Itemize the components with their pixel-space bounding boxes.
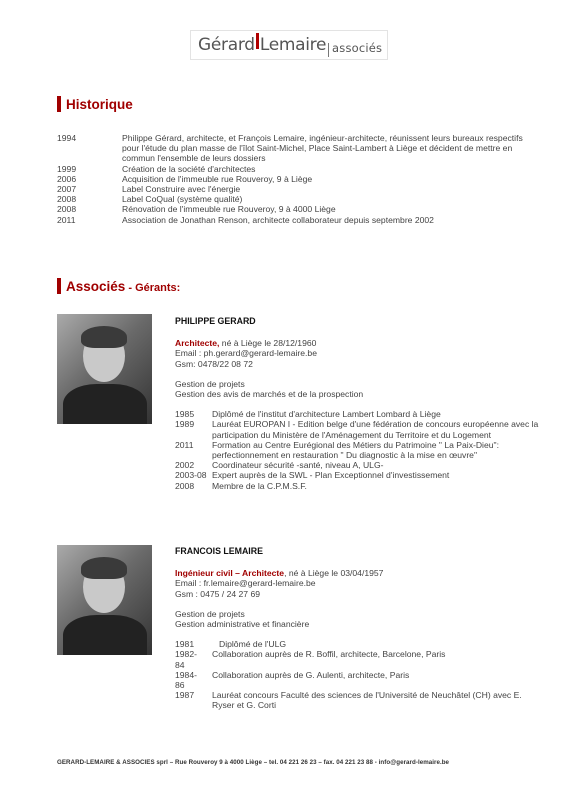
career-text: Expert auprès de la SWL - Plan Exceptionnel d'investissement	[212, 470, 450, 481]
career-year: 2011	[175, 439, 194, 450]
associate-email: Email : ph.gerard@gerard-lemaire.be	[175, 348, 317, 359]
history-row	[57, 215, 527, 225]
history-year: 1999	[57, 163, 77, 174]
associate-duty: Gestion de projets	[175, 608, 245, 619]
associate-role-title: Ingénieur civil – Architecte	[175, 568, 285, 579]
history-heading	[57, 96, 133, 112]
associate-gsm: Gsm: 0478/22 08 72	[175, 358, 253, 369]
career-text: Diplômé de l'ULG	[219, 639, 287, 650]
associate-role	[175, 338, 545, 348]
career-row	[175, 670, 545, 690]
history-row	[57, 164, 527, 174]
career-text: Diplômé de l'institut d'architecture Lambert Lombard à Liège	[212, 409, 441, 420]
associate-duty: Gestion des avis de marchés et de la prospection	[175, 389, 364, 400]
history-list	[57, 133, 527, 225]
associate-role-title: Architecte,	[175, 338, 220, 349]
heading-bar-icon	[57, 96, 61, 112]
associate-name: PHILIPPE GERARD	[175, 316, 256, 326]
company-logo	[190, 30, 388, 60]
career-year: 2008	[175, 480, 195, 491]
career-row	[175, 690, 545, 710]
career-year: 2003-08	[175, 470, 207, 481]
career-row	[175, 419, 545, 439]
career-text: Coordinateur sécurité -santé, niveau A, ULG-	[212, 460, 384, 471]
history-year: 2008	[57, 194, 77, 205]
associates-heading	[57, 278, 180, 294]
history-text: Label CoQual (système qualité)	[122, 194, 243, 205]
history-row	[57, 174, 527, 184]
career-row	[175, 470, 545, 480]
career-row	[175, 481, 545, 491]
career-row	[175, 639, 545, 649]
career-text: Membre de la C.P.M.S.F.	[212, 480, 307, 491]
history-text: Philippe Gérard, architecte, et François Lemaire, ingénieur-architecte, réunissent leurs bureaux respectifs pour l'étude du plan masse de l'îlot Saint-Michel, Place Saint-Lambert à Liège et décident de mettre en commun l'ensemble de leurs dossiers	[122, 133, 523, 164]
career-year: 1989	[175, 419, 195, 430]
career-text: Lauréat EUROPAN I - Edition belge d'une fédération de concours européenne avec la participation du Ministère de l'Aménagement du Territoire et du Logement	[212, 419, 539, 440]
career-row	[175, 409, 545, 419]
history-text: Acquisition de l'immeuble rue Rouveroy, 9 à Liège	[122, 173, 313, 184]
history-year: 2007	[57, 184, 77, 195]
portrait-photo-francois	[57, 545, 152, 655]
associate-card-philippe	[175, 316, 545, 491]
career-year: 2002	[175, 460, 195, 471]
career-row	[175, 440, 545, 460]
career-text: Lauréat concours Faculté des sciences de l'Université de Neuchâtel (CH) avec E. Ryser et G. Corti	[212, 690, 522, 711]
career-text: Collaboration auprès de R. Boffil, architecte, Barcelone, Paris	[212, 649, 446, 660]
history-row	[57, 194, 527, 204]
career-text: Collaboration auprès de G. Aulenti, architecte, Paris	[212, 669, 410, 680]
career-year: 1984-86	[175, 669, 197, 691]
associates-title-main: Associés	[66, 279, 126, 294]
career-text: Formation au Centre Eurégional des Métiers du Patrimoine " La Paix-Dieu": perfectionnement en restauration " Du diagnostic à la mise en œuvre"	[212, 439, 499, 461]
history-year: 2006	[57, 173, 77, 184]
history-text: Création de la société d'architectes	[122, 163, 256, 174]
career-year: 1985	[175, 409, 195, 420]
history-row	[57, 184, 527, 194]
history-year: 1994	[57, 133, 77, 143]
associate-card-francois	[175, 546, 545, 711]
career-year: 1982-84	[175, 649, 197, 670]
associate-role	[175, 568, 545, 578]
logo-separator	[328, 43, 329, 57]
history-row	[57, 133, 527, 164]
career-year: 1981	[175, 639, 195, 650]
associate-email: Email : fr.lemaire@gerard-lemaire.be	[175, 578, 316, 589]
logo-name: Gérard Lemaire	[198, 35, 327, 55]
logo-suffix: associés	[332, 41, 383, 55]
associate-birth: né à Liège le 28/12/1960	[219, 338, 317, 349]
history-text: Label Construire avec l'énergie	[122, 184, 241, 195]
associates-title-rest: - Gérants:	[125, 282, 181, 294]
history-year: 2008	[57, 204, 77, 215]
associate-duty: Gestion administrative et financière	[175, 619, 310, 630]
career-row	[175, 649, 545, 669]
associate-name: FRANCOIS LEMAIRE	[175, 546, 263, 556]
footer-contact: GERARD-LEMAIRE & ASSOCIES sprl – Rue Rouveroy 9 à 4000 Liège – tel. 04 221 26 23 – fax. 04 221 23 88 - info@gerard-lemaire.be	[57, 759, 450, 766]
history-title: Historique	[66, 97, 133, 112]
history-text: Rénovation de l'immeuble rue Rouveroy, 9 à 4000 Liège	[122, 204, 336, 215]
career-year: 1987	[175, 690, 195, 701]
associate-gsm: Gsm : 0475 / 24 27 69	[175, 588, 261, 599]
associate-duty: Gestion de projets	[175, 378, 245, 389]
associate-birth: , né à Liège le 03/04/1957	[284, 568, 384, 579]
heading-bar-icon	[57, 278, 61, 294]
career-row	[175, 460, 545, 470]
history-year: 2011	[57, 214, 76, 225]
portrait-photo-philippe	[57, 314, 152, 424]
history-text: Association de Jonathan Renson, architecte collaborateur depuis septembre 2002	[122, 214, 434, 225]
history-row	[57, 204, 527, 214]
